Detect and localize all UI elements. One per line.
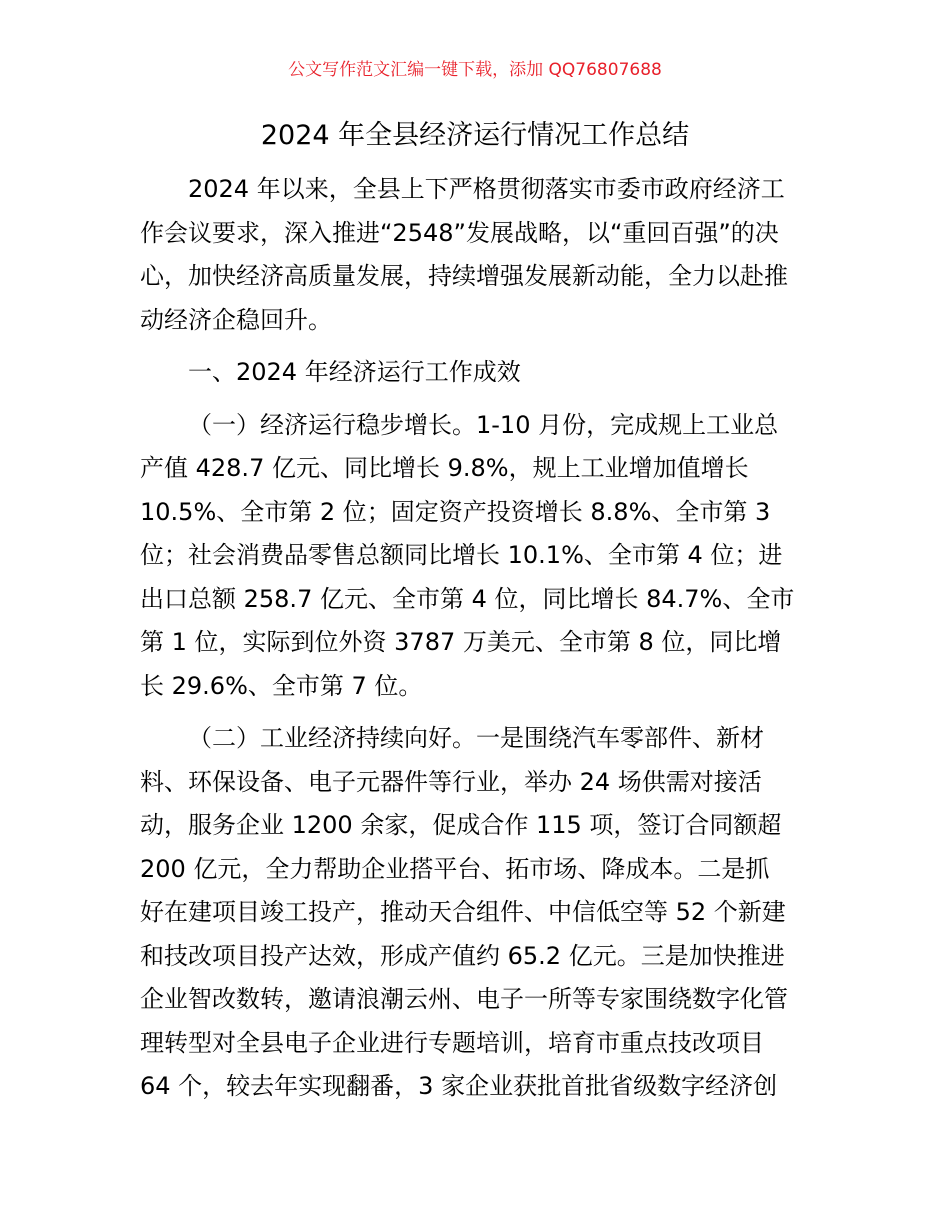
paragraph-line: 长 29.6%、全市第 7 位。 <box>140 671 423 700</box>
paragraph-line: 作会议要求，深入推进“2548”发展战略，以“重回百强”的决 <box>140 218 779 247</box>
paragraph-intro <box>140 168 820 342</box>
paragraph-line: 出口总额 258.7 亿元、全市第 4 位，同比增长 84.7%、全市 <box>140 584 795 613</box>
paragraph-line: 好在建项目竣工投产，推动天合组件、中信低空等 52 个新建 <box>140 898 786 926</box>
paragraph-line: 和技改项目投产达效，形成产值约 65.2 亿元。三是加快推进 <box>140 941 785 970</box>
paragraph-line: 动经济企稳回升。 <box>140 305 332 334</box>
paragraph-line: 2024 年以来，全县上下严格贯彻落实市委市政府经济工 <box>188 175 785 203</box>
paragraph-line: （一）经济运行稳步增长。1-10 月份，完成规上工业总 <box>188 410 779 439</box>
section-heading-text: 一、2024 年经济运行工作成效 <box>188 358 521 386</box>
paragraph-line: 第 1 位，实际到位外资 3787 万美元、全市第 8 位，同比增 <box>140 628 782 656</box>
paragraph-line: 心，加快经济高质量发展，持续增强发展新动能，全力以赴推 <box>140 262 788 290</box>
header-ad-text: 公文写作范文汇编一键下载，添加 QQ76807688 <box>288 60 662 80</box>
paragraph-industrial-economy <box>140 717 820 1109</box>
paragraph-line: 200 亿元，全力帮助企业搭平台、拓市场、降成本。二是抓 <box>140 854 770 883</box>
paragraph-line: 企业智改数转，邀请浪潮云州、电子一所等专家围绕数字化管 <box>140 985 788 1013</box>
document-body <box>140 168 820 1109</box>
paragraph-line: （二）工业经济持续向好。一是围绕汽车零部件、新材 <box>188 724 764 752</box>
section-heading <box>140 351 820 395</box>
paragraph-line: 64 个，较去年实现翻番，3 家企业获批首批省级数字经济创 <box>140 1072 778 1100</box>
paragraph-line: 动，服务企业 1200 余家，促成合作 115 项，签订合同额超 <box>140 811 782 839</box>
document-title: 2024 年全县经济运行情况工作总结 <box>260 120 690 151</box>
paragraph-line: 产值 428.7 亿元、同比增长 9.8%，规上工业增加值增长 <box>140 454 749 482</box>
paragraph-line: 料、环保设备、电子元器件等行业，举办 24 场供需对接活 <box>140 767 762 796</box>
paragraph-line: 理转型对全县电子企业进行专题培训，培育市重点技改项目 <box>140 1028 764 1057</box>
paragraph-economy-growth <box>140 404 820 709</box>
paragraph-line: 位；社会消费品零售总额同比增长 10.1%、全市第 4 位；进 <box>140 541 783 569</box>
paragraph-line: 10.5%、全市第 2 位；固定资产投资增长 8.8%、全市第 3 <box>140 497 771 526</box>
